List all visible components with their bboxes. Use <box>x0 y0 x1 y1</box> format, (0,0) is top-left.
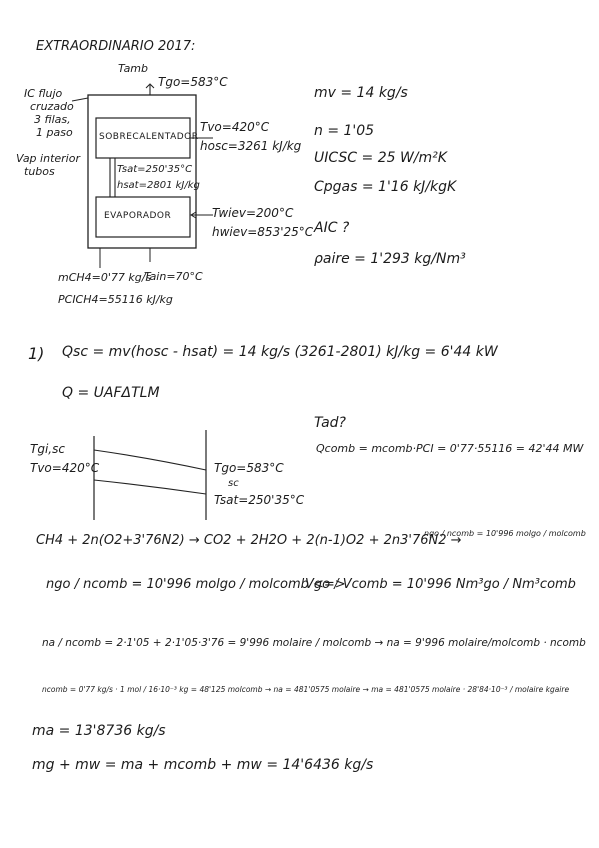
twiev-label: Twiev=200°C <box>212 206 294 220</box>
tvo-label: Tvo=420°C <box>200 120 270 134</box>
reaction-line: CH4 + 2n(O2+3'76N2) → CO2 + 2H2O + 2(n-1)O2 + 2n3'76N2 → <box>36 533 462 548</box>
eq1-number: 1) <box>28 344 45 363</box>
given-rho: ρaire = 1'293 kg/Nm³ <box>314 251 466 267</box>
eq1-line: Qsc = mv(hosc - hsat) = 14 kg/s (3261-2801) kJ/kg = 6'44 kW <box>62 344 498 360</box>
tsat-profile-label: Tsat=250'35°C <box>214 493 305 507</box>
ratio2-left: ngo / ncomb = 10'996 molgo / molcomb <=> <box>46 577 346 592</box>
ratio2-right: Vgo / Vcomb = 10'996 Nm³go / Nm³comb <box>305 577 576 592</box>
given-aic: AIC ? <box>314 220 350 236</box>
hosc-label: hosc=3261 kJ/kg <box>200 139 302 153</box>
given-mv: mv = 14 kg/s <box>314 85 408 101</box>
tamb-label: Tamb <box>118 62 149 75</box>
tgo-sub: sc <box>228 478 239 489</box>
eq1-line2: Q = UAFΔTLM <box>62 385 160 401</box>
note-line-1: IC flujo <box>24 87 63 100</box>
tsat-label: Tsat=250'35°C <box>117 164 193 175</box>
note-line-5: Vap interior <box>16 152 80 165</box>
mch4-label: mCH4=0'77 kg/s <box>58 271 152 284</box>
hwiev-label: hwiev=853'25°C <box>212 225 314 239</box>
tg-label: Tgi,sc <box>30 442 65 456</box>
note-line-4: 1 paso <box>36 126 73 139</box>
mg-line: mg + mw = ma + mcomb + mw = 14'6436 kg/s <box>32 757 374 773</box>
evaporador-label: EVAPORADOR <box>104 211 172 221</box>
given-cpgas: Cpgas = 1'16 kJ/kgK <box>314 179 457 195</box>
page-title: EXTRAORDINARIO 2017: <box>36 39 196 54</box>
note-line-2: cruzado <box>30 100 74 113</box>
tain-label: Tain=70°C <box>144 270 203 283</box>
na-line: na / ncomb = 2·1'05 + 2·1'05·3'76 = 9'996 molaire / molcomb → na = 9'996 molaire/molcomb · ncomb <box>42 637 586 649</box>
note-line-3: 3 filas, <box>34 113 71 126</box>
pci-label: PCICH4=55116 kJ/kg <box>58 293 173 306</box>
note-line-6: tubos <box>24 165 55 178</box>
tvo-profile-label: Tvo=420°C <box>30 461 100 475</box>
given-uicsc: UICSC = 25 W/m²K <box>314 150 447 166</box>
tad-line: Qcomb = mcomb·PCI = 0'77·55116 = 42'44 MW <box>316 442 584 455</box>
ma-line: ma = 13'8736 kg/s <box>32 723 166 739</box>
given-n: n = 1'05 <box>314 123 375 139</box>
tgo-profile-label: Tgo=583°C <box>214 461 284 475</box>
sobrecalentador-label: SOBRECALENTADOR <box>99 132 199 142</box>
ratio1-line: ngo / ncomb = 10'996 molgo / molcomb <box>424 529 586 538</box>
tad-question: Tad? <box>314 415 346 431</box>
tgo-label: Tgo=583°C <box>158 75 228 89</box>
hsat-label: hsat=2801 kJ/kg <box>117 180 200 191</box>
ncomb-line: ncomb = 0'77 kg/s · 1 mol / 16·10⁻³ kg = 48'125 molcomb → na = 481'0575 molaire → ma = 481'0575 molaire · 28'84·10⁻³ / molaire kgaire <box>42 685 570 694</box>
